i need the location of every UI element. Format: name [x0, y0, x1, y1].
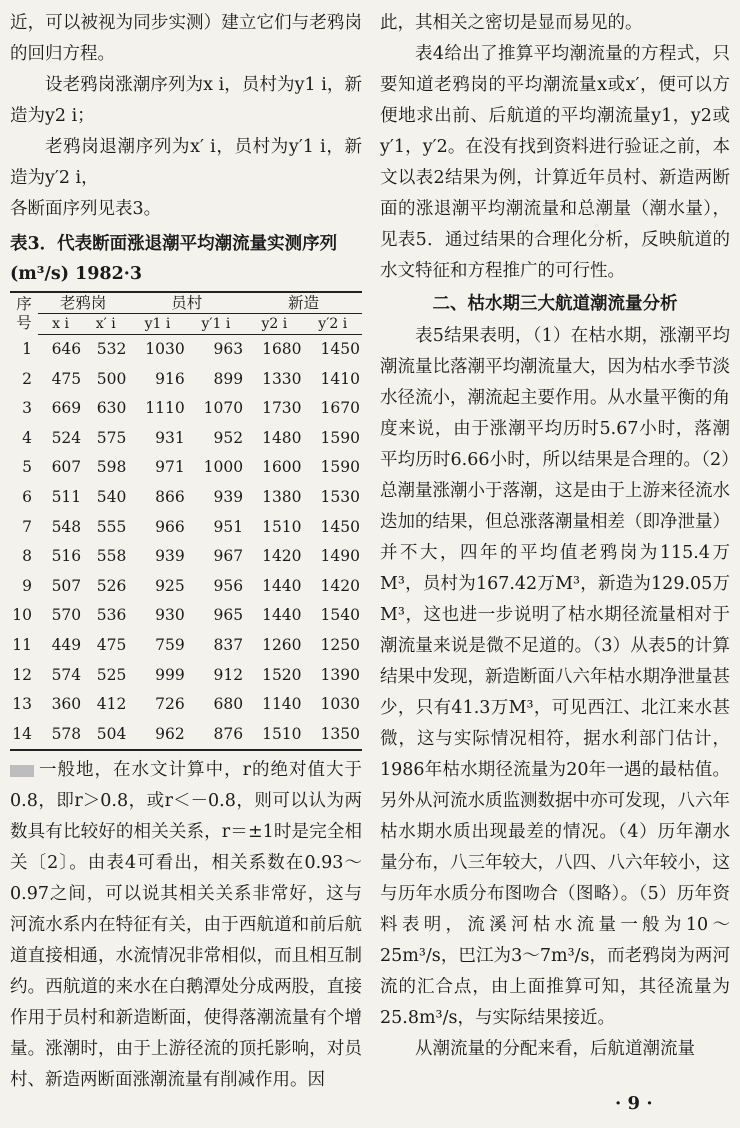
table-row: [10, 513, 362, 543]
table-cell: 1420: [262, 547, 302, 566]
table-cell: 1030: [320, 695, 360, 714]
subheader: y1 i: [128, 314, 186, 335]
table-cell: 525: [96, 665, 127, 684]
paragraph: 近，可以被视为同步实测）建立它们与老鸦岗的回归方程。: [10, 13, 362, 64]
table-cell: 1260: [262, 635, 302, 654]
table-cell: 14: [10, 720, 38, 751]
table-cell: 8: [22, 547, 32, 566]
table-cell: 1480: [262, 428, 302, 447]
subheader: y′2 i: [304, 314, 362, 335]
table-row: [10, 690, 362, 720]
table-row: [10, 720, 362, 751]
table-cell: 837: [213, 635, 244, 654]
table-cell: 965: [213, 606, 244, 625]
margin-mark: [10, 765, 34, 777]
table-cell: 1250: [320, 635, 360, 654]
subheader: y2 i: [245, 314, 303, 335]
table-cell: 504: [83, 720, 128, 751]
table-title: 表3．代表断面涨退潮平均潮流量实测序列(m³/s) 1982·3: [10, 234, 338, 284]
table-cell: 939: [155, 547, 185, 566]
table-cell: 931: [155, 428, 185, 447]
table-cell: 1440: [262, 576, 302, 595]
table-cell: 507: [51, 576, 82, 595]
table-cell: 1410: [320, 369, 360, 388]
paragraph: 从潮流量的分配来看，后航道潮流量: [415, 1039, 695, 1059]
group-header-yuancun: 员村: [128, 292, 245, 314]
table-cell: 12: [12, 665, 32, 684]
table-cell: 1380: [262, 487, 302, 506]
table-cell: 475: [51, 369, 82, 388]
table-cell: 916: [155, 369, 185, 388]
group-header-xinzao: 新造: [245, 292, 362, 314]
subheader: x i: [38, 314, 83, 335]
table-cell: 1600: [262, 458, 302, 477]
table-cell: 1450: [320, 517, 360, 536]
table-row: [10, 365, 362, 395]
table-cell: 1520: [262, 665, 302, 684]
paragraph: 设老鸦岗涨潮序列为x i，员村为y1 i，新造为y2 i；: [10, 75, 362, 126]
section-heading: 二、枯水期三大航道潮流量分析: [432, 294, 678, 314]
table-cell: 925: [155, 576, 185, 595]
table-cell: 1490: [320, 547, 360, 566]
table-row: [10, 601, 362, 631]
left-column: [10, 8, 362, 1096]
table-cell: 412: [96, 695, 127, 714]
table-cell: 999: [155, 665, 185, 684]
paragraph: 各断面序列见表3。: [10, 199, 162, 219]
table-cell: 1730: [262, 399, 302, 418]
table-body: [10, 335, 362, 751]
table-cell: 669: [51, 399, 82, 418]
table-cell: 449: [51, 635, 82, 654]
table-cell: 548: [51, 517, 82, 536]
paragraph: 老鸦岗退潮序列为x′ i，员村为y′1 i，新造为y′2 i，: [10, 137, 362, 188]
table-cell: 1510: [245, 720, 303, 751]
table-cell: 971: [155, 458, 185, 477]
table-cell: 1510: [262, 517, 302, 536]
table-cell: 962: [128, 720, 186, 751]
table-cell: 646: [51, 340, 82, 358]
table-row: [10, 572, 362, 602]
table-cell: 4: [22, 428, 32, 447]
table-cell: 1350: [304, 720, 362, 751]
table-cell: 1030: [145, 340, 185, 358]
table-cell: 575: [96, 428, 127, 447]
table-cell: 3: [22, 399, 32, 418]
table-cell: 9: [22, 576, 32, 595]
page-number: · 9 ·: [615, 1093, 653, 1114]
table-cell: 1110: [145, 399, 185, 418]
table-cell: 500: [96, 369, 127, 388]
table-cell: 574: [51, 665, 82, 684]
table-row: [10, 453, 362, 483]
table-cell: 578: [38, 720, 83, 751]
table-cell: 360: [51, 695, 82, 714]
table-cell: 1590: [320, 428, 360, 447]
table-cell: 516: [51, 547, 82, 566]
table-cell: 475: [96, 635, 127, 654]
table-cell: 956: [213, 576, 244, 595]
table-cell: 524: [51, 428, 82, 447]
paragraph: [10, 755, 362, 1096]
table-cell: 536: [96, 606, 127, 625]
table-cell: 2: [22, 369, 32, 388]
paragraph-text: 一般地，在水文计算中，r的绝对值大于0.8，即r＞0.8，或r＜－0.8，则可以认为两数具有比较好的相关关系，r＝±1时是完全相关〔2〕。由表4可看出，相关系数在0.93～0.97之间，可以说其相关关系非常好，这与河流水系内在特征有关，由于西航道和前后航道直接相通，水流情况非常相似，而且相互制约。西航道的来水在白鹅潭处分成两股，直接作用于员村和新造断面，使得落潮流量有个增量。涨潮时，由于上游径流的顶托影响，对员村、新造两断面涨潮流量有削减作用。因: [10, 760, 362, 1091]
table-cell: 598: [96, 458, 127, 477]
paragraph: 表4给出了推算平均潮流量的方程式，只要知道老鸦岗的平均潮流量x或x′，便可以方便地求出前、后航道的平均潮流量y1，y2或y′1，y′2。在没有找到资料进行验证之前，本文以表2结果为例，计算近年员村、新造两断面的涨退潮平均潮流量和总潮量（潮水量），见表5．通过结果的合理化分析，反映航道的水文特征和方程推广的可行性。: [380, 44, 730, 281]
table-cell: 912: [213, 665, 244, 684]
table-cell: 680: [213, 695, 244, 714]
table-cell: 1440: [262, 606, 302, 625]
table-cell: 555: [96, 517, 127, 536]
table-cell: 951: [213, 517, 244, 536]
table-cell: 6: [22, 487, 32, 506]
table-cell: 1390: [320, 665, 360, 684]
table-cell: 540: [96, 487, 127, 506]
table-cell: 759: [155, 635, 185, 654]
table-cell: 526: [96, 576, 127, 595]
table-cell: 630: [96, 399, 127, 418]
table-cell: 11: [12, 635, 32, 654]
table-row: [10, 631, 362, 661]
table-row: [10, 542, 362, 572]
table-cell: 511: [51, 487, 82, 506]
table-cell: 952: [213, 428, 244, 447]
data-table: [10, 291, 362, 751]
table-cell: 726: [155, 695, 185, 714]
table-cell: 1680: [262, 340, 302, 358]
table-cell: 876: [187, 720, 245, 751]
paragraph: 此，其相关之密切是显而易见的。: [380, 13, 643, 33]
table-cell: 967: [213, 547, 244, 566]
column-header-no: 序号: [10, 292, 38, 335]
paragraph: 表5结果表明，（1）在枯水期，涨潮平均潮流量比落潮平均潮流量大，因为枯水季节淡水径流小，潮流起主要作用。从水量平衡的角度来说，由于涨潮平均历时5.67小时，落潮平均历时6.66小时，所以结果是合理的。（2）总潮量涨潮小于落潮，这是由于上游来径流水迭加的结果，但总涨落潮量相差（即净泄量）并不大，四年的平均值老鸦岗为115.4万M³，员村为167.42万M³，新造为129.05万M³，这也进一步说明了枯水期径流量相对于潮流量来说是微不足道的。（3）从表5的计算结果中发现，新造断面八六年枯水期净泄量甚少，只有41.3万M³，可见西江、北江来水甚微，这与实际情况相符，据水利部门估计，1986年枯水期径流量为20年一遇的最枯值。另外从河流水质监测数据中亦可发现，八六年枯水期水质出现最差的情况。（4）历年潮水量分布，八三年较大，八四、八六年较小，这与历年水质分布图吻合（图略）。（5）历年资料表明，流溪河枯水流量一般为10～25m³/s，巴江为3～7m³/s，而老鸦岗为两河流的汇合点，由上面推算可知，其径流量为25.8m³/s，与实际结果接近。: [380, 326, 730, 1028]
table-cell: 13: [12, 695, 32, 714]
table-row: [10, 335, 362, 365]
table-cell: 1140: [262, 695, 302, 714]
table-cell: 1670: [320, 399, 360, 418]
table-row: [10, 394, 362, 424]
table-cell: 558: [96, 547, 127, 566]
subheader: y′1 i: [187, 314, 245, 335]
table-cell: 5: [22, 458, 32, 477]
table-cell: 10: [12, 606, 32, 625]
table-cell: 1420: [320, 576, 360, 595]
table-cell: 1540: [320, 606, 360, 625]
table-cell: 966: [155, 517, 185, 536]
table-cell: 899: [213, 369, 244, 388]
table-cell: 1590: [320, 458, 360, 477]
table-cell: 607: [51, 458, 82, 477]
table-cell: 939: [213, 487, 244, 506]
table-cell: 532: [96, 340, 127, 358]
table-cell: 1000: [203, 458, 244, 477]
table-cell: 1530: [320, 487, 360, 506]
group-header-laoyagang: 老鸦岗: [38, 292, 128, 314]
table-cell: 1450: [320, 340, 360, 358]
table-row: [10, 424, 362, 454]
table-cell: 1330: [262, 369, 302, 388]
table-cell: 963: [213, 340, 244, 358]
table-cell: 1: [22, 339, 32, 358]
table-cell: 1070: [203, 399, 244, 418]
right-column: [380, 8, 730, 1065]
table-cell: 930: [155, 606, 185, 625]
table-row: [10, 483, 362, 513]
table-row: [10, 661, 362, 691]
subheader: x′ i: [83, 314, 128, 335]
table-cell: 570: [51, 606, 82, 625]
table-cell: 866: [155, 487, 185, 506]
table-cell: 7: [22, 517, 32, 536]
